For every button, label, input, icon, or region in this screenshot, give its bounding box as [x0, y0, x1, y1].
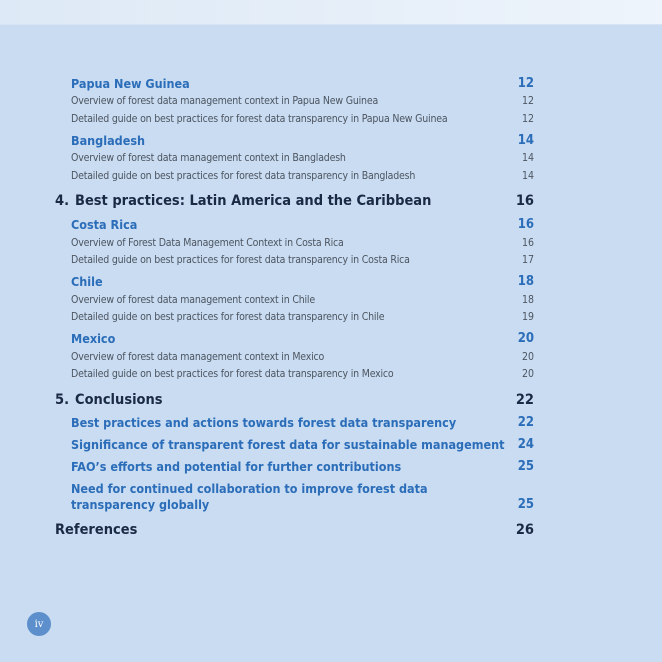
item-page: 14: [521, 152, 534, 164]
item-title: Overview of forest data management context in Bangladesh: [71, 152, 346, 164]
section-page: 20: [517, 331, 534, 346]
chapter-heading: [55, 193, 431, 209]
item-page: 20: [521, 368, 534, 380]
item-page: 20: [521, 351, 534, 363]
item-page: 14: [521, 170, 534, 182]
item-title: Overview of forest data management context in Papua New Guinea: [71, 95, 379, 107]
chapter-title: Best practices: Latin America and the Caribbean: [75, 193, 432, 209]
section-title-line1: Need for continued collaboration to improve forest data: [71, 481, 428, 496]
references-page: 26: [515, 522, 534, 538]
item-page: 12: [521, 95, 534, 107]
section-page: 24: [517, 437, 534, 452]
chapter-title: Conclusions: [75, 392, 163, 408]
item-title: Detailed guide on best practices for forest data transparency in Costa Rica: [71, 254, 410, 266]
item-title: Overview of forest data management context in Mexico: [71, 351, 325, 363]
section-page: 14: [517, 133, 534, 148]
section-page: 18: [517, 274, 534, 289]
section-page: 25: [517, 459, 534, 474]
section-page: 16: [517, 217, 534, 232]
section-title: Papua New Guinea: [71, 76, 190, 91]
chapter-number: 5.: [55, 392, 70, 408]
chapter-number: 4.: [55, 193, 70, 209]
chapter-page: 16: [515, 193, 534, 209]
item-title: Detailed guide on best practices for forest data transparency in Chile: [71, 311, 385, 323]
references-title: References: [55, 522, 138, 538]
item-page: 18: [521, 294, 534, 306]
section-title-line2: transparency globally: [71, 497, 210, 512]
section-title: Costa Rica: [71, 217, 138, 232]
item-title: Overview of Forest Data Management Context in Costa Rica: [71, 237, 344, 249]
item-title: Detailed guide on best practices for forest data transparency in Mexico: [71, 368, 394, 380]
section-title: Bangladesh: [71, 133, 146, 148]
section-title: FAO’s efforts and potential for further contributions: [71, 459, 402, 474]
item-page: 12: [521, 113, 534, 125]
item-page: 16: [521, 237, 534, 249]
section-page: 22: [517, 415, 534, 430]
chapter-heading: [55, 392, 163, 408]
item-title: Overview of forest data management context in Chile: [71, 294, 315, 306]
item-page: 19: [521, 311, 534, 323]
section-title: Chile: [71, 274, 103, 289]
item-page: 17: [521, 254, 534, 266]
section-page: 12: [517, 76, 534, 91]
section-title: Significance of transparent forest data for sustainable management: [71, 437, 505, 452]
item-title: Detailed guide on best practices for forest data transparency in Papua New Guinea: [71, 113, 448, 125]
item-title: Detailed guide on best practices for forest data transparency in Bangladesh: [71, 170, 416, 182]
section-page: 25: [517, 497, 534, 512]
section-title: Best practices and actions towards forest data transparency: [71, 415, 457, 430]
page-number-badge: iv: [27, 612, 51, 636]
section-title: Mexico: [71, 331, 116, 346]
chapter-page: 22: [515, 392, 534, 408]
